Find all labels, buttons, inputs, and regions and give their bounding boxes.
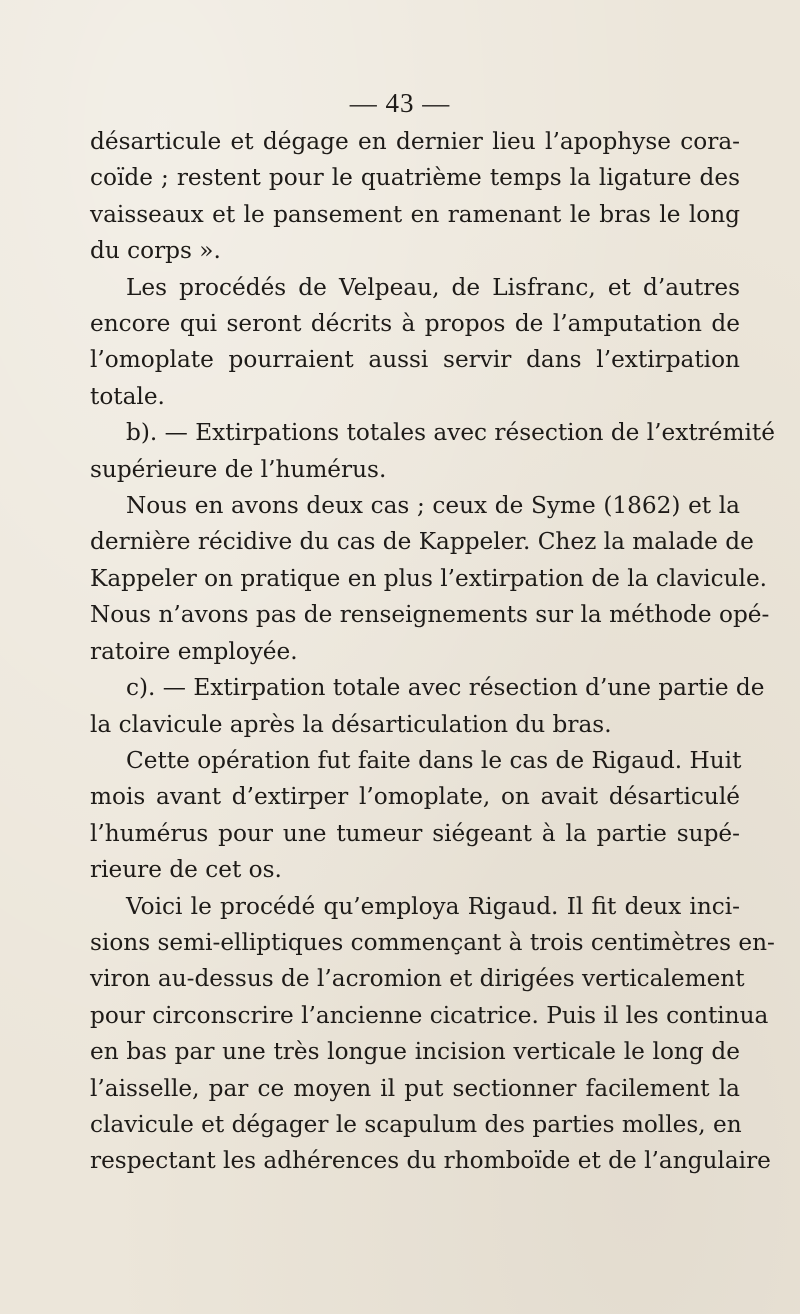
text-line: dernière récidive du cas de Kappeler. Chez la malade de xyxy=(90,528,754,556)
text-line: sions semi-elliptiques commençant à trois centimètres en- xyxy=(90,928,775,956)
text-line: l’humérus pour une tumeur siégeant à la partie supé- xyxy=(90,819,740,847)
text-line: respectant les adhérences du rhomboïde et de l’angulaire xyxy=(90,1147,771,1175)
text-line: ratoire employée. xyxy=(90,637,298,665)
body-text xyxy=(90,124,775,1180)
text-line: coïde ; restent pour le quatrième temps la ligature des xyxy=(90,164,740,192)
paragraph xyxy=(90,743,740,889)
text-line: l’omoplate pourraient aussi servir dans l’extirpation xyxy=(90,346,740,374)
text-line: Cette opération fut faite dans le cas de Rigaud. Huit xyxy=(126,746,742,774)
text-line: pour circonscrire l’ancienne cicatrice. Puis il les continua xyxy=(90,1001,769,1029)
text-line: totale. xyxy=(90,382,165,410)
text-line: Nous en avons deux cas ; ceux de Syme (1862) et la xyxy=(126,492,740,520)
paragraph xyxy=(90,488,770,670)
text-line: Kappeler on pratique en plus l’extirpation de la clavicule. xyxy=(90,564,768,592)
text-line: b). — Extirpations totales avec résection de l’extrémité xyxy=(126,419,775,447)
text-line: clavicule et dégager le scapulum des parties molles, en xyxy=(90,1110,742,1138)
text-line: mois avant d’extirper l’omoplate, on avait désarticulé xyxy=(90,783,740,811)
text-line: désarticule et dégage en dernier lieu l’apophyse cora- xyxy=(90,128,740,155)
paragraph xyxy=(90,670,765,743)
text-line: Nous n’avons pas de renseignements sur la méthode opé- xyxy=(90,601,770,629)
text-line: rieure de cet os. xyxy=(90,856,282,884)
text-line: la clavicule après la désarticulation du bras. xyxy=(90,710,612,738)
paragraph xyxy=(90,415,775,488)
text-line: l’aisselle, par ce moyen il put sectionner facilement la xyxy=(90,1074,740,1102)
text-line: viron au-dessus de l’acromion et dirigées verticalement xyxy=(90,965,745,993)
text-line: c). — Extirpation totale avec résection d’une partie de xyxy=(126,674,765,702)
paragraph xyxy=(90,270,740,416)
text-line: Voici le procédé qu’employa Rigaud. Il fit deux inci- xyxy=(126,892,740,920)
text-line: en bas par une très longue incision verticale le long de xyxy=(90,1038,740,1066)
text-line: Les procédés de Velpeau, de Lisfranc, et d’autres xyxy=(126,273,740,301)
text-line: supérieure de l’humérus. xyxy=(90,455,387,483)
text-line: encore qui seront décrits à propos de l’amputation de xyxy=(90,310,740,338)
page-number: — 43 — xyxy=(349,88,451,118)
paragraph xyxy=(90,889,775,1180)
text-line: vaisseaux et le pansement en ramenant le bras le long xyxy=(90,200,740,228)
text-line: du corps ». xyxy=(90,237,221,265)
paragraph xyxy=(90,124,740,270)
